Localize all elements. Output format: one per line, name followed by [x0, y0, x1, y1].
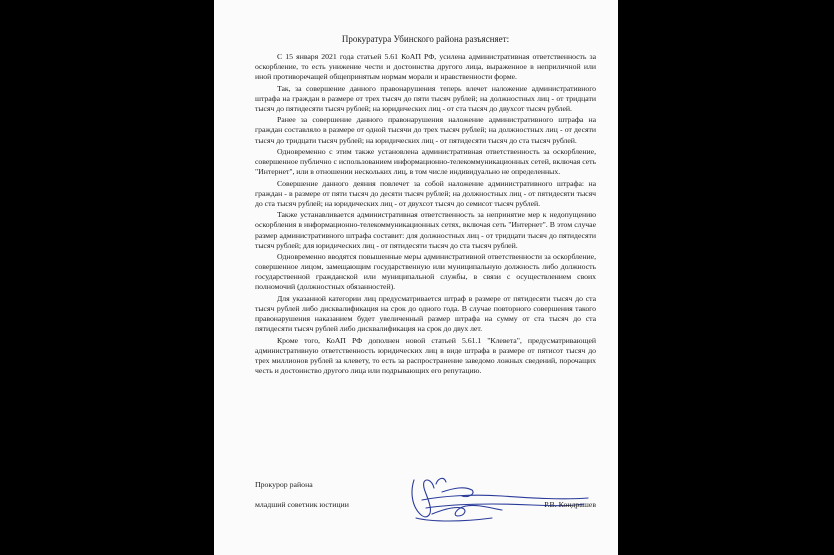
- paragraph-2: Так, за совершение данного правонарушения теперь влечет наложение административного штрафа на граждан в размере от трех тысяч до пяти тысяч рублей; на должностных лиц - от тридцати тысяч до пятидесяти тысяч рублей; на юридических лиц - от ста тысяч до двухсот тысяч рублей.: [255, 83, 596, 113]
- paragraph-4: Одновременно с этим также установлена административная ответственность за оскорбление, совершенное публично с использованием информационно-телекоммуникационных сетей, включая сеть "Интернет", или в отношении нескольких лиц, в том числе индивидуально не определенных.: [255, 147, 596, 177]
- paragraph-1: С 15 января 2021 года статьей 5.61 КоАП РФ, усилена административная ответственность за оскорбление, то есть унижение чести и достоинства другого лица, выраженное в неприличной или иной противоречащей общепринятым нормам морали и нравственности форме.: [255, 52, 596, 82]
- signatory-rank: младший советник юстиции: [255, 500, 349, 509]
- paragraph-7: Одновременно вводятся повышенные меры административной ответственности за оскорбление, совершенное лицом, замещающим государственную или муниципальную должность либо должность государственной гражданской или муниципальной службы, в связи с осуществлением своих полномочий (должностных обязанностей).: [255, 252, 596, 292]
- paragraph-5: Совершение данного деяния повлечет за собой наложение административного штрафа: на граждан - в размере от пяти тысяч до десяти тысяч рублей; на должностных лиц - от пятидесяти тысяч до ста тысяч рублей; на юридических лиц - от двухсот тысяч до семисот тысяч рублей.: [255, 178, 596, 208]
- paragraph-8: Для указанной категории лиц предусматривается штраф в размере от пятидесяти тысяч до ста тысяч рублей либо дисквалификация на срок до одного года. В случае повторного совершения такого правонарушения наказанием будет увеличенный размер штрафа на сумму от ста тысяч до ста пятидесяти тысяч рублей либо дисквалификация на срок до двух лет.: [255, 293, 596, 334]
- document-heading: Прокуратура Убинского района разъясняет:: [341, 34, 510, 44]
- signature-block: [255, 480, 596, 512]
- document-page: [214, 0, 618, 555]
- signatory-name: Р.В. Кондрашев: [544, 500, 596, 509]
- paragraph-6: Также устанавливается административная ответственность за непринятие мер к недопущению оскорбления в информационно-телекоммуникационных сетях, включая сеть "Интернет". В этом случае размер административного штрафа составит: для должностных лиц - от тридцати тысяч до пятидесяти тысяч рублей; для юридических лиц - от пятидесяти тысяч до ста тысяч рублей.: [255, 210, 596, 250]
- paragraph-9: Кроме того, КоАП РФ дополнен новой статьей 5.61.1 "Клевета", предусматривающей административную ответственность юридических лиц в виде штрафа в размере от пятисот тысяч до трех миллионов рублей за клевету, то есть за распространение заведомо ложных сведений, порочащих честь и достоинство другого лица или подрывающих его репутацию.: [255, 335, 596, 375]
- paragraph-3: Ранее за совершение данного правонарушения наложение административного штрафа на граждан составляло в размере от одной тысячи до трех тысяч рублей; на должностных лиц - от десяти тысяч до тридцати тысяч рублей; на юридических лиц - от пятидесяти тысяч до ста тысяч рублей.: [255, 115, 596, 145]
- signatory-position: Прокурор района: [255, 480, 313, 489]
